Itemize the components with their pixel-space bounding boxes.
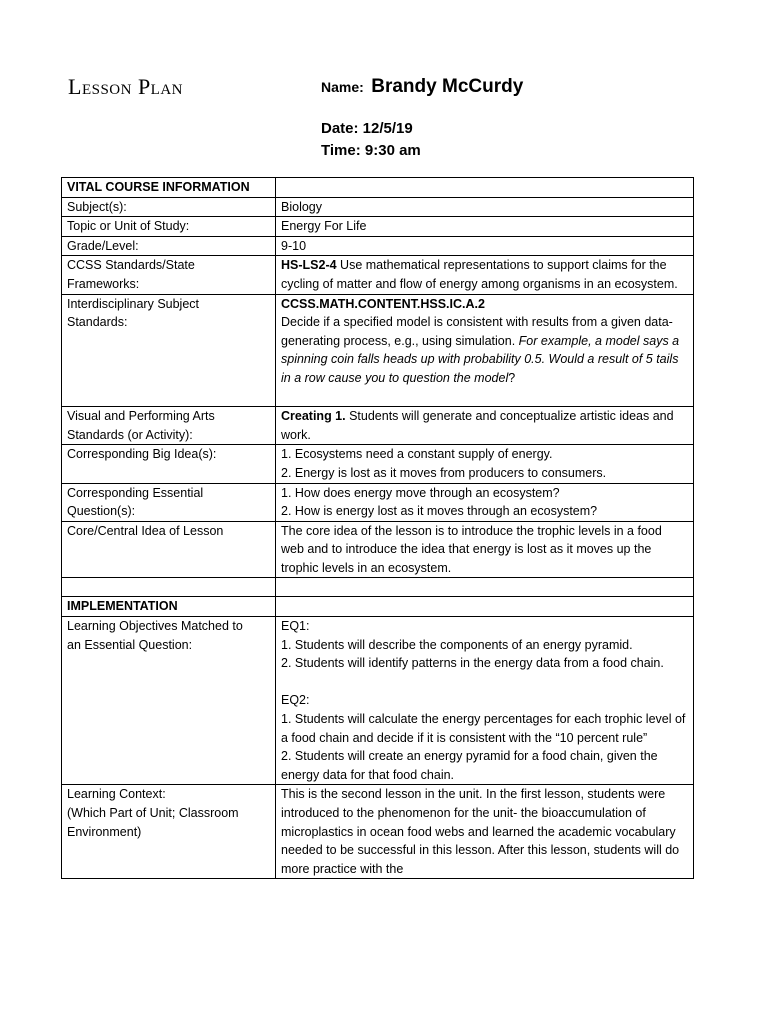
list-item: 2. Students will identify patterns in the energy data from a food chain. bbox=[281, 656, 664, 671]
row-value-big-ideas bbox=[276, 445, 694, 483]
row-value-ccss bbox=[276, 256, 694, 294]
table-row bbox=[62, 197, 694, 217]
row-value-essential bbox=[276, 483, 694, 521]
name-field bbox=[321, 76, 523, 98]
table-row bbox=[62, 294, 694, 407]
table-cell-empty bbox=[276, 597, 694, 617]
label-line: Environment) bbox=[67, 824, 142, 839]
table-row bbox=[62, 256, 694, 294]
list-item: 2. How is energy lost as it moves through an ecosystem? bbox=[281, 504, 598, 519]
label-line: Learning Context: bbox=[67, 787, 166, 802]
standard-code: HS-LS2-4 bbox=[281, 258, 337, 273]
row-value-grade: 9-10 bbox=[276, 236, 694, 256]
standard-code: Creating 1. bbox=[281, 409, 346, 424]
spacer bbox=[281, 388, 688, 407]
label-line: Standards (or Activity): bbox=[67, 427, 193, 442]
list-item: 1. How does energy move through an ecosystem? bbox=[281, 485, 560, 500]
table-cell-empty bbox=[276, 178, 694, 198]
label-line: Question(s): bbox=[67, 504, 136, 519]
table-row bbox=[62, 445, 694, 483]
row-value-objectives bbox=[276, 617, 694, 785]
document-title: Lesson Plan bbox=[68, 74, 184, 99]
table-row bbox=[62, 617, 694, 785]
date-line: Date: 12/5/19 bbox=[321, 120, 413, 137]
standard-text: Decide if a specified model is consistent with results from a given data-generating process, e.g., using simulation. bbox=[281, 315, 673, 348]
row-label-vapa bbox=[62, 407, 276, 445]
label-line: Standards: bbox=[67, 315, 128, 330]
table-cell-empty bbox=[62, 578, 276, 597]
time-line: Time: 9:30 am bbox=[321, 142, 421, 159]
row-value-vapa bbox=[276, 407, 694, 445]
table-row bbox=[62, 597, 694, 617]
row-label-core: Core/Central Idea of Lesson bbox=[62, 521, 276, 578]
row-label-big-ideas: Corresponding Big Idea(s): bbox=[62, 445, 276, 483]
name-value: Brandy McCurdy bbox=[371, 76, 524, 97]
list-item: 2. Energy is lost as it moves from producers to consumers. bbox=[281, 465, 607, 480]
label-line: Interdisciplinary Subject bbox=[67, 296, 200, 311]
label-line: Learning Objectives Matched to bbox=[67, 619, 243, 634]
eq-heading: EQ1: bbox=[281, 619, 310, 634]
table-row bbox=[62, 236, 694, 256]
spacer bbox=[281, 673, 688, 692]
table-row bbox=[62, 785, 694, 879]
list-item: 1. Ecosystems need a constant supply of energy. bbox=[281, 447, 553, 462]
standard-example: For example, a model says a spinning coin falls heads up with probability 0.5. Would a result of 5 tails in a row cause you to question the model bbox=[281, 333, 680, 385]
table-cell-empty bbox=[276, 578, 694, 597]
name-label: Name: bbox=[321, 79, 364, 95]
standard-text: Students will generate and conceptualize artistic ideas and work. bbox=[281, 409, 674, 442]
section-header-vital: VITAL COURSE INFORMATION bbox=[62, 178, 276, 198]
table-row bbox=[62, 521, 694, 578]
section-header-implementation: IMPLEMENTATION bbox=[62, 597, 276, 617]
row-label-subject: Subject(s): bbox=[62, 197, 276, 217]
row-value-topic: Energy For Life bbox=[276, 217, 694, 237]
standard-tail: ? bbox=[508, 370, 516, 385]
lesson-plan-table bbox=[61, 177, 694, 879]
list-item: 1. Students will describe the components of an energy pyramid. bbox=[281, 637, 633, 652]
row-label-ccss bbox=[62, 256, 276, 294]
row-label-topic: Topic or Unit of Study: bbox=[62, 217, 276, 237]
row-label-interdisciplinary bbox=[62, 294, 276, 407]
label-line: an Essential Question: bbox=[67, 637, 193, 652]
list-item: 1. Students will calculate the energy percentages for each trophic level of a food chain and decide if it is consistent with the “10 percent rule” bbox=[281, 712, 686, 745]
row-value-interdisciplinary bbox=[276, 294, 694, 407]
row-value-context: This is the second lesson in the unit. In the first lesson, students were introduced to the phenomenon for the unit- the bioaccumulation of microplastics in ocean food webs and learned the academic vocabulary needed to be successful in this lesson. After this lesson, students will do more practice with the bbox=[276, 785, 694, 879]
row-label-objectives bbox=[62, 617, 276, 785]
table-row bbox=[62, 407, 694, 445]
table-row bbox=[62, 178, 694, 198]
standard-text: Use mathematical representations to support claims for the cycling of matter and flow of energy among organisms in an ecosystem. bbox=[281, 258, 678, 291]
row-label-essential bbox=[62, 483, 276, 521]
standard-code: CCSS.MATH.CONTENT.HSS.IC.A.2 bbox=[281, 296, 485, 311]
table-row bbox=[62, 483, 694, 521]
row-label-grade: Grade/Level: bbox=[62, 236, 276, 256]
table-row bbox=[62, 578, 694, 597]
row-value-core: The core idea of the lesson is to introduce the trophic levels in a food web and to introduce the idea that energy is lost as it moves up the trophic levels in an ecosystem. bbox=[276, 521, 694, 578]
eq-heading: EQ2: bbox=[281, 693, 310, 708]
row-label-context bbox=[62, 785, 276, 879]
list-item: 2. Students will create an energy pyramid for a food chain, given the energy data for that food chain. bbox=[281, 749, 658, 782]
label-line: Corresponding Essential bbox=[67, 485, 204, 500]
label-line: Visual and Performing Arts bbox=[67, 409, 215, 424]
label-line: (Which Part of Unit; Classroom bbox=[67, 806, 239, 820]
table-row bbox=[62, 217, 694, 237]
label-line: CCSS Standards/State bbox=[67, 258, 195, 273]
row-value-subject: Biology bbox=[276, 197, 694, 217]
label-line: Frameworks: bbox=[67, 276, 140, 291]
